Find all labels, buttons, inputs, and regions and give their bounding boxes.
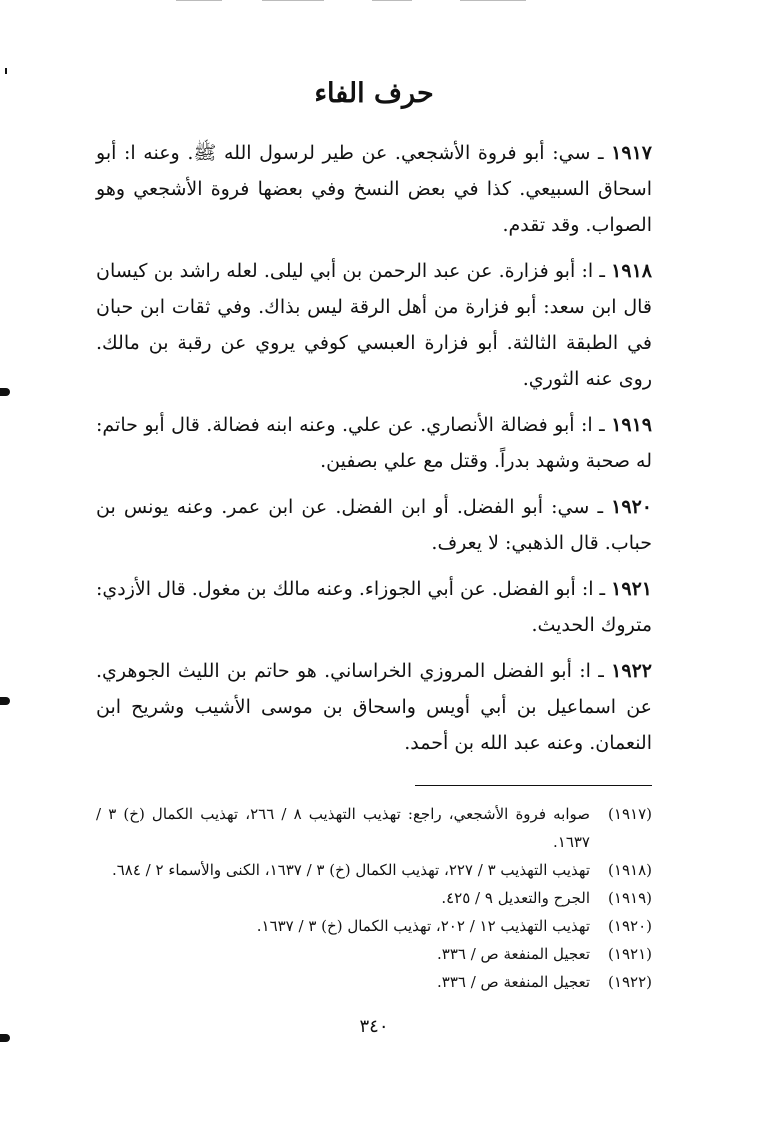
entry-text: ـ ا: أبو فضالة الأنصاري. عن علي. وعنه ابنه فضالة. قال أبو حاتم: له صحبة وشهد بدراً. وقتل مع علي بصفين. bbox=[96, 414, 652, 472]
scan-mark bbox=[0, 1034, 10, 1042]
footnote-number: (١٩٢٢) bbox=[608, 973, 652, 991]
scan-mark bbox=[0, 697, 10, 705]
footnote-number: (١٩١٩) bbox=[608, 889, 652, 907]
scan-edge-line bbox=[460, 0, 526, 1]
page-content bbox=[96, 78, 652, 1037]
entry bbox=[96, 407, 652, 479]
scan-mark bbox=[0, 388, 10, 396]
scan-edge-line bbox=[262, 0, 324, 1]
footnote bbox=[96, 884, 652, 912]
scan-edge-line bbox=[176, 0, 222, 1]
entry bbox=[96, 135, 652, 243]
scan-edge-line bbox=[372, 0, 412, 1]
entry-text: ـ سي: أبو فروة الأشجعي. عن طير لرسول الله ﷺ. وعنه ا: أبو اسحاق السبيعي. كذا في بعض النسخ وفي بعضها فروة الأشجعي وهو الصواب. وقد تقدم. bbox=[96, 142, 652, 236]
entry-number: ١٩٢٢ bbox=[611, 660, 652, 682]
footnote-separator bbox=[415, 785, 652, 786]
footnote-number: (١٩٢٠) bbox=[608, 917, 652, 935]
entry-number: ١٩٢٠ bbox=[611, 496, 652, 518]
footnote-number: (١٩٢١) bbox=[608, 945, 652, 963]
entry-text: ـ ا: أبو الفضل المروزي الخراساني. هو حاتم بن الليث الجوهري. عن اسماعيل بن أبي أويس واسحاق بن موسى الأشيب وشريح ابن النعمان. وعنه عبد الله بن أحمد. bbox=[96, 660, 652, 754]
footnote bbox=[96, 968, 652, 996]
footnote-text: صوابه فروة الأشجعي، راجع: تهذيب التهذيب ٨ / ٢٦٦، تهذيب الكمال (خ) ٣ / ١٦٣٧. bbox=[96, 805, 591, 851]
footnote-text: تعجيل المنفعة ص / ٣٣٦. bbox=[437, 945, 590, 963]
entry-number: ١٩١٩ bbox=[611, 414, 653, 436]
footnote bbox=[96, 912, 652, 940]
footnote bbox=[96, 940, 652, 968]
footnote-number: (١٩١٨) bbox=[608, 861, 652, 879]
footnote-text: الجرح والتعديل ٩ / ٤٢٥. bbox=[441, 889, 590, 907]
entry bbox=[96, 253, 652, 397]
entry-number: ١٩٢١ bbox=[611, 578, 652, 600]
entry-text: ـ ا: أبو فزارة. عن عبد الرحمن بن أبي ليلى. لعله راشد بن كيسان قال ابن سعد: أبو فزارة من أهل الرقة ليس بذاك. وفي ثقات ابن حبان في الطبقة الثالثة. أبو فزارة العبسي كوفي يروي عن رقبة بن مالك. روى عنه الثوري. bbox=[96, 260, 652, 390]
entry-number: ١٩١٨ bbox=[611, 260, 652, 282]
entry bbox=[96, 571, 652, 643]
page-number: ٣٤٠ bbox=[359, 1016, 389, 1037]
scan-mark bbox=[5, 68, 7, 74]
entry-number: ١٩١٧ bbox=[611, 142, 652, 164]
footnotes bbox=[96, 800, 652, 996]
footnote-text: تهذيب التهذيب ٣ / ٢٢٧، تهذيب الكمال (خ) ٣ / ١٦٣٧، الكنى والأسماء ٢ / ٦٨٤. bbox=[111, 861, 590, 879]
footnote bbox=[96, 800, 652, 856]
footnote-text: تهذيب التهذيب ١٢ / ٢٠٢، تهذيب الكمال (خ) ٣ / ١٦٣٧. bbox=[256, 917, 590, 935]
footnote bbox=[96, 856, 652, 884]
entry-text: ـ سي: أبو الفضل. أو ابن الفضل. عن ابن عمر. وعنه يونس بن حباب. قال الذهبي: لا يعرف. bbox=[96, 496, 652, 554]
entry bbox=[96, 653, 652, 761]
entry bbox=[96, 489, 652, 561]
footnote-number: (١٩١٧) bbox=[608, 805, 652, 823]
page-title: حرف الفاء bbox=[314, 78, 434, 109]
footnote-text: تعجيل المنفعة ص / ٣٣٦. bbox=[437, 973, 590, 991]
entry-text: ـ ا: أبو الفضل. عن أبي الجوزاء. وعنه مالك بن مغول. قال الأزدي: متروك الحديث. bbox=[96, 578, 652, 636]
